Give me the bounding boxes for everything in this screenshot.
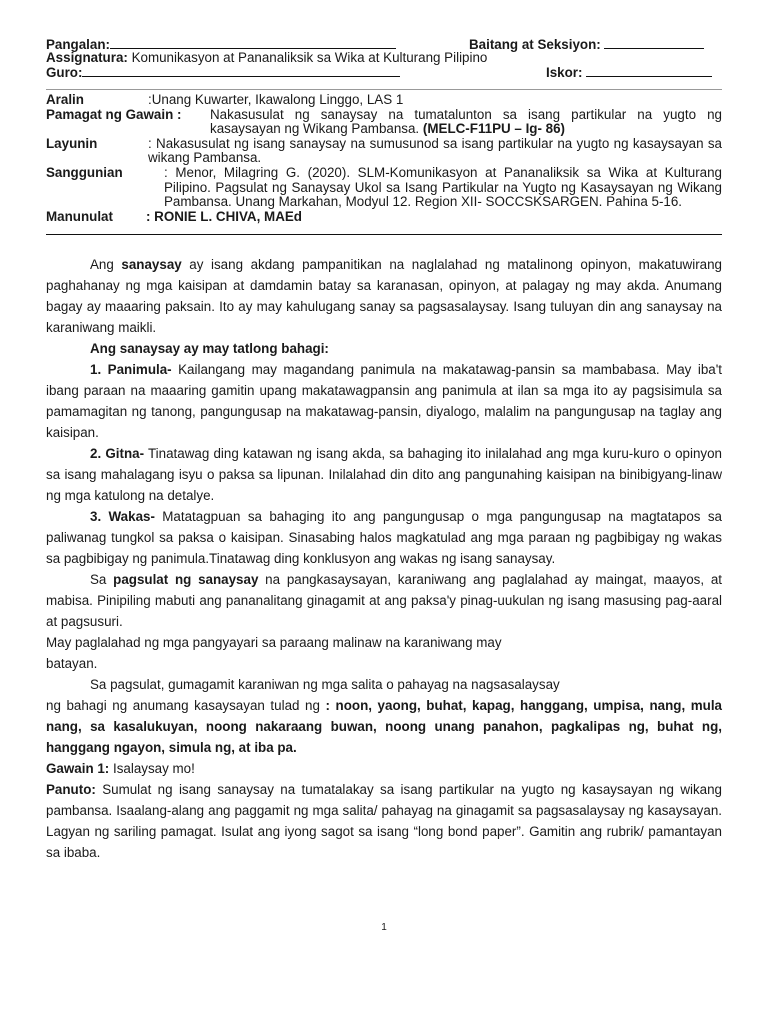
- header-row-assignatura: [46, 50, 722, 65]
- gawain-line: [46, 758, 722, 779]
- panimula-paragraph: 1. Panimula- Kailangang may magandang panimula na makatawag-pansin sa mambabasa. May iba't ibang paraan na maaaring gamitin upang makatawagpansin ang panimula at ilan sa mga ito ay pagsisimula sa pamamagitan ng tanong, pangungusap na makatawag-pansin, diyalogo, malalim na pangungusap na taglay ang kaisipan.: [46, 362, 722, 440]
- pangalan-blank[interactable]: [110, 36, 396, 49]
- panuto-value: Sumulat ng isang sanaysay na tumatalakay sa isang partikular na yugto ng kasaysayan ng wikang pambansa. Isaalang-alang ang paggamit ng mga salita/ pahayag na ginagamit sa pagsasalaysay ng kasaysayan. Lagyan ng sariling pamagat. Isulat ang iyong sagot sa isang “long bond paper”. Gamitin ang rubrik/ pamantayan sa ibaba.: [46, 782, 722, 860]
- intro-paragraph: Ang sanaysay ay isang akdang pampanitikan na naglalahad ng matalinong opinyon, makatuwirang paghahanay ng mga kaisipan at damdamin batay sa karanasan, opinyon, at palagay ng may akda. Anumang bagay ay maaaring paksain. Ito ay may kahulugang sanay sa pagsasalaysay. Isang tuluyan din ang sanaysay na karaniwang maikli.: [46, 257, 722, 335]
- guro-label: Guro:: [46, 65, 83, 80]
- header-divider: [46, 89, 722, 90]
- panuto-label: Panuto:: [46, 782, 96, 797]
- guro-blank[interactable]: [82, 64, 400, 77]
- baitang-label: Baitang at Seksiyon:: [469, 37, 601, 52]
- aralin-label: Aralin: [46, 92, 84, 107]
- sanggunian-label: Sanggunian: [46, 164, 123, 180]
- iskor-blank[interactable]: [586, 64, 712, 77]
- header-row-guro: [46, 64, 722, 80]
- transition-words-paragraph: ng bahagi ng anumang kasaysayan tulad ng : noon, yaong, buhat, kapag, hanggang, umpisa, nang, mula nang, sa kasalukuyan, noong nakaraang buwan, noong unang panahon, pagkalipas ng, buhat ng, hanggang ngayon, simula ng, at iba pa.: [46, 698, 723, 755]
- page-number: 1: [381, 922, 387, 933]
- iskor-label: Iskor:: [546, 65, 583, 80]
- pamagat-row: [46, 108, 722, 137]
- gitna-paragraph: 2. Gitna- Tinatawag ding katawan ng isang akda, sa bahaging ito inilalahad ang mga kuru-kuro o opinyon sa isang mahalagang isyu o paksa sa lipunan. Inilalahad din dito ang pangunahing kaisipan na binibigyang-linaw ng mga katulong na detalye.: [46, 446, 722, 503]
- panuto-paragraph: [46, 779, 722, 863]
- manunulat-label: Manunulat: [46, 208, 113, 224]
- pangalan-label: Pangalan:: [46, 37, 110, 52]
- pamagat-label: Pamagat ng Gawain :: [46, 106, 182, 122]
- assignatura-value: Komunikasyon at Pananaliksik sa Wika at Kulturang Pilipino: [127, 50, 488, 65]
- gawain-label: Gawain 1:: [46, 761, 110, 776]
- pamagat-code: (MELC-F11PU – Ig- 86): [422, 121, 566, 137]
- aralin-row: [46, 93, 722, 108]
- layunin-label: Layunin: [46, 135, 98, 151]
- paglalahad-line: May paglalahad ng mga pangyayari sa paraang malinaw na karaniwang may: [46, 635, 502, 650]
- transition-words: : noon, yaong, buhat, kapag, hanggang, umpisa, nang, mula nang, sa kasalukuyan, noong nakaraang buwan, noong unang panahon, pagkalipas ng, buhat ng, hanggang ngayon, simula ng, at iba pa.: [46, 698, 723, 755]
- pamagat-value: Nakasusulat ng sanaysay na tumatalunton sa isang partikular na yugto ng kasaysayan ng Wikang Pambansa.: [210, 106, 722, 137]
- sanggunian-value: : Menor, Milagring G. (2020). SLM-Komunikasyon at Pananaliksik sa Wika at Kulturang Pilipino. Pagsulat ng Sanaysay Ukol sa Isang Partikular na Yugto ng Kasaysayan ng Wikang Pambansa. Unang Markahan, Modyul 12. Region XII- SOCCSKSARGEN. Pahina 5-16.: [164, 164, 722, 210]
- manunulat-value: : RONIE L. CHIVA, MAEd: [146, 208, 302, 224]
- layunin-row: [46, 137, 722, 166]
- manunulat-row: [46, 210, 722, 225]
- meta-divider: [46, 234, 722, 235]
- sanaysay-term: sanaysay: [121, 257, 182, 272]
- salita-line: Sa pagsulat, gumagamit karaniwan ng mga salita o pahayag na nagsasalaysay: [90, 677, 560, 692]
- parts-heading: Ang sanaysay ay may tatlong bahagi:: [90, 341, 329, 356]
- baitang-blank[interactable]: [604, 36, 704, 49]
- sanggunian-row: [46, 166, 722, 210]
- lesson-meta: [46, 93, 722, 224]
- aralin-value: :Unang Kuwarter, Ikawalong Linggo, LAS 1: [148, 92, 404, 107]
- batayan-line: batayan.: [46, 656, 98, 671]
- layunin-value: : Nakasusulat ng isang sanaysay na sumusunod sa isang partikular na yugto ng kasaysayan sa wikang Pambansa.: [148, 135, 722, 166]
- gawain-value: Isalaysay mo!: [109, 761, 195, 776]
- assignatura-label: Assignatura:: [46, 50, 128, 65]
- pagsulat-paragraph: Sa pagsulat ng sanaysay na pangkasaysayan, karaniwang ang paglalahad ay maingat, maayos, at mabisa. Pinipiling mabuti ang pananalitang ginagamit at ang paksa'y pinag-uukulan ng isang masusing pag-aaral at pagsusuri.: [46, 572, 722, 629]
- pagsulat-term: pagsulat ng sanaysay: [113, 572, 259, 587]
- wakas-paragraph: 3. Wakas- Matatagpuan sa bahaging ito ang pangungusap o mga pangungusap na magtatapos sa paliwanag tungkol sa paksa o kaisipan. Sinasabing halos magkatulad ang mga paraan ng pagbibigay ng wakas sa pagbibigay ng panimula.Tinatawag ding konklusyon ang wakas ng isang sanaysay.: [46, 509, 722, 566]
- lesson-body: [46, 254, 722, 863]
